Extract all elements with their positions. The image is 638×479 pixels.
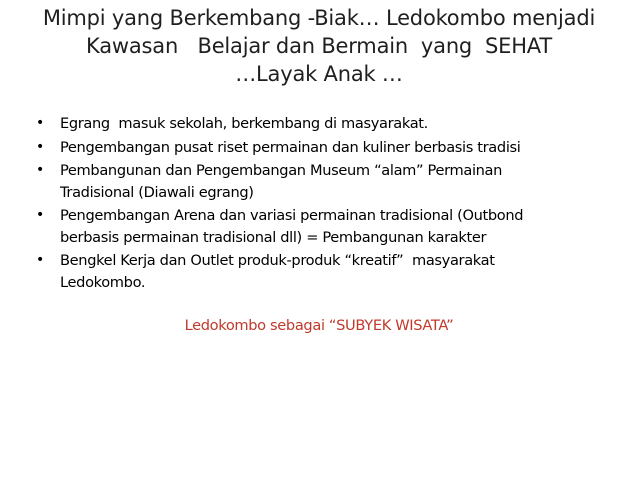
title-line-2: Kawasan Belajar dan Bermain yang SEHAT bbox=[86, 34, 552, 58]
title-line-3: …Layak Anak … bbox=[235, 62, 403, 86]
bullet-icon: • bbox=[36, 138, 44, 155]
slide-title bbox=[20, 4, 618, 88]
bullet-icon: • bbox=[36, 115, 44, 131]
bullet-item bbox=[36, 113, 596, 135]
bullet-icon: • bbox=[36, 207, 44, 223]
bullet-text: Pengembangan Arena dan variasi permainan tradisional (Outbond berbasis permainan tradisional dll) = Pembangunan karakter bbox=[60, 207, 524, 246]
bullet-item bbox=[36, 137, 596, 159]
highlight-text: Ledokombo sebagai “SUBYEK WISATA” bbox=[184, 317, 454, 334]
bullet-item bbox=[36, 250, 596, 293]
title-line-1: Mimpi yang Berkembang -Biak… Ledokombo menjadi bbox=[42, 6, 596, 30]
bullet-icon: • bbox=[36, 162, 44, 178]
bullet-text: Bengkel Kerja dan Outlet produk-produk “kreatif” masyarakat Ledokombo. bbox=[60, 252, 495, 291]
bullet-text: Pembangunan dan Pengembangan Museum “alam” Permainan Tradisional (Diawali egrang) bbox=[60, 162, 503, 201]
bullet-text: Egrang masuk sekolah, berkembang di masyarakat. bbox=[60, 115, 428, 132]
bullet-list bbox=[36, 113, 596, 295]
bullet-icon: • bbox=[36, 252, 44, 268]
bullet-item bbox=[36, 160, 596, 203]
bullet-item bbox=[36, 205, 596, 248]
bullet-text: Pengembangan pusat riset permainan dan kuliner berbasis tradisi bbox=[60, 138, 521, 156]
